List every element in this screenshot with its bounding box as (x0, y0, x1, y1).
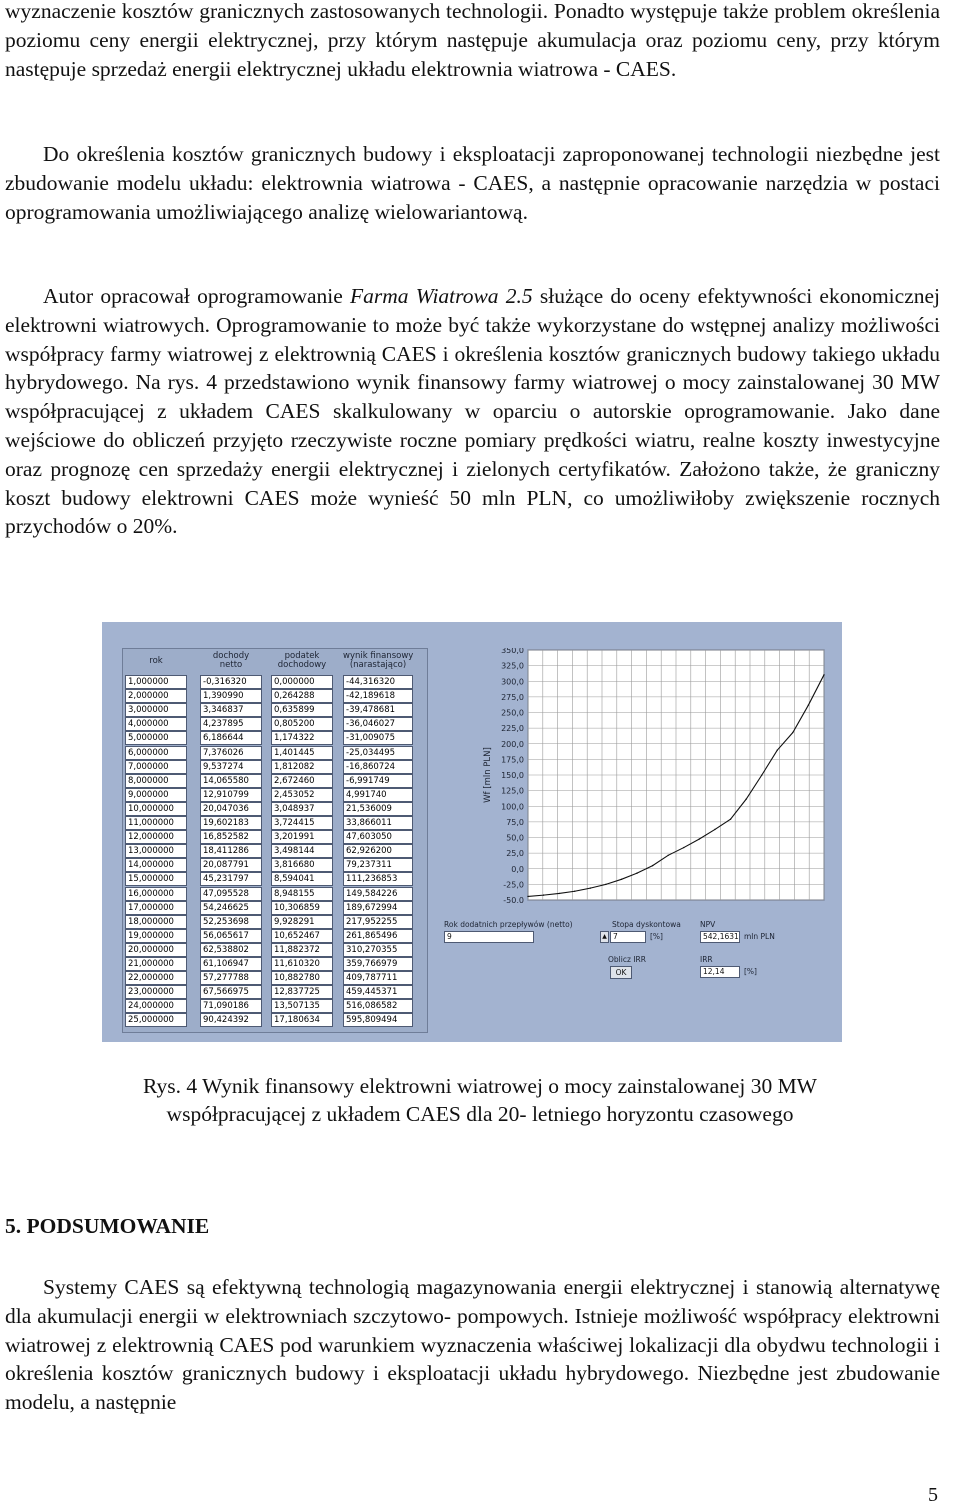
cell-income-tax[interactable]: 1,812082 (271, 760, 333, 774)
data-point (683, 847, 684, 848)
data-point (699, 838, 700, 839)
data-point (777, 749, 778, 750)
cell-year[interactable]: 25,000000 (125, 1013, 187, 1027)
y-tick-label: 150,0 (501, 771, 524, 780)
cell-net-income[interactable]: 3,346837 (200, 703, 262, 717)
figure-caption-line-2: współpracującej z układem CAES dla 20- letniego horyzontu czasowego (166, 1102, 794, 1126)
y-tick-label: 175,0 (501, 755, 524, 765)
y-tick-label: 200,0 (501, 739, 524, 749)
cell-year[interactable]: 22,000000 (125, 971, 187, 985)
cell-income-tax[interactable]: 10,882780 (271, 971, 333, 985)
irr-unit: [%] (744, 967, 757, 976)
cell-financial-result[interactable]: 516,086582 (343, 999, 413, 1013)
cell-financial-result[interactable]: 261,865496 (343, 929, 413, 943)
discount-rate-stepper[interactable]: ▲ (600, 931, 609, 943)
data-point (823, 674, 824, 675)
cell-financial-result[interactable]: 409,787711 (343, 971, 413, 985)
cell-income-tax[interactable]: 0,805200 (271, 717, 333, 731)
cell-net-income[interactable]: 16,852582 (200, 830, 262, 844)
cell-financial-result[interactable]: 595,809494 (343, 1013, 413, 1027)
y-tick-label: -25,0 (503, 880, 524, 890)
cell-net-income[interactable]: 90,424392 (200, 1013, 262, 1027)
cell-net-income[interactable]: -0,316320 (200, 675, 262, 689)
cell-year[interactable]: 23,000000 (125, 985, 187, 999)
financial-result-chart (432, 648, 827, 903)
cell-year[interactable]: 11,000000 (125, 816, 187, 830)
cell-net-income[interactable]: 19,602183 (200, 816, 262, 830)
calculate-irr-label: Oblicz IRR (608, 955, 646, 964)
irr-field: 12,14 (700, 966, 740, 978)
cell-year[interactable]: 12,000000 (125, 830, 187, 844)
positive-cashflow-year-label: Rok dodatnich przepływów (netto) (444, 920, 573, 929)
cell-income-tax[interactable]: 10,306859 (271, 901, 333, 915)
data-point (590, 887, 591, 888)
data-point (621, 879, 622, 880)
cell-year[interactable]: 18,000000 (125, 915, 187, 929)
figure-4-screenshot (102, 622, 842, 1042)
cell-financial-result[interactable]: -31,009075 (343, 731, 413, 745)
y-tick-label: 350,0 (501, 648, 524, 655)
y-tick-label: 75,0 (506, 817, 524, 827)
discount-rate-label: Stopa dyskontowa (612, 920, 681, 929)
col-header-net-income: dochody netto (212, 651, 250, 670)
cell-income-tax[interactable]: 3,201991 (271, 830, 333, 844)
cell-income-tax[interactable]: 8,594041 (271, 872, 333, 886)
cell-financial-result[interactable]: -6,991749 (343, 774, 413, 788)
cell-financial-result[interactable]: 33,866011 (343, 816, 413, 830)
cell-financial-result[interactable]: -25,034495 (343, 746, 413, 760)
cell-year[interactable]: 6,000000 (125, 746, 187, 760)
y-tick-label: 275,0 (501, 692, 524, 702)
cell-income-tax[interactable]: 2,672460 (271, 774, 333, 788)
paragraph-software-description (5, 282, 940, 541)
cell-income-tax[interactable]: 11,610320 (271, 957, 333, 971)
cell-net-income[interactable]: 1,390990 (200, 689, 262, 703)
paragraph-summary: Systemy CAES są efektywną technologią magazynowania energii elektrycznej i stanowią alternatywę dla akumulacji energii w elektrowniach szczytowo- pompowych. Istnieje możliwość współpracy elektrowni wiatrowej z elektrownią CAES pod warunkiem wyznaczenia właściwej lokalizacji dla obydwu technologii i określenia kosztów granicznych budowy i eksploatacji układu hybrydowego. Niezbędne jest zbudowanie modelu, a następnie (5, 1275, 940, 1415)
y-tick-label: 50,0 (506, 833, 524, 843)
y-tick-label: 325,0 (501, 661, 524, 671)
col-header-year: rok (149, 656, 163, 666)
cell-financial-result[interactable]: 217,952255 (343, 915, 413, 929)
cell-year[interactable]: 8,000000 (125, 774, 187, 788)
cell-financial-result[interactable]: 47,603050 (343, 830, 413, 844)
cell-financial-result[interactable]: 149,584226 (343, 887, 413, 901)
cell-net-income[interactable]: 54,246625 (200, 901, 262, 915)
cell-net-income[interactable]: 52,253698 (200, 915, 262, 929)
cell-financial-result[interactable]: 62,926200 (343, 844, 413, 858)
cell-income-tax[interactable]: 1,401445 (271, 746, 333, 760)
cell-financial-result[interactable]: 310,270355 (343, 943, 413, 957)
cell-net-income[interactable]: 7,376026 (200, 746, 262, 760)
paragraph-software-text-a: Autor opracował oprogramowanie (43, 284, 350, 308)
cell-year[interactable]: 3,000000 (125, 703, 187, 717)
cell-income-tax[interactable]: 0,000000 (271, 675, 333, 689)
cell-income-tax[interactable]: 2,453052 (271, 788, 333, 802)
cell-net-income[interactable]: 47,095528 (200, 887, 262, 901)
cell-financial-result[interactable]: 111,236853 (343, 872, 413, 886)
cell-income-tax[interactable]: 10,652467 (271, 929, 333, 943)
cell-net-income[interactable]: 45,231797 (200, 872, 262, 886)
page-number: 5 (928, 1484, 938, 1506)
chart-svg (432, 648, 827, 903)
data-point (558, 893, 559, 894)
cell-income-tax[interactable]: 3,724415 (271, 816, 333, 830)
cell-net-income[interactable]: 12,910799 (200, 788, 262, 802)
data-point (668, 855, 669, 856)
cell-year[interactable]: 21,000000 (125, 957, 187, 971)
cell-income-tax[interactable]: 0,635899 (271, 703, 333, 717)
cell-income-tax[interactable]: 12,837725 (271, 985, 333, 999)
cell-year[interactable]: 7,000000 (125, 760, 187, 774)
cell-financial-result[interactable]: 4,991740 (343, 788, 413, 802)
cell-financial-result[interactable]: -42,189618 (343, 689, 413, 703)
cell-net-income[interactable]: 4,237895 (200, 717, 262, 731)
cell-net-income[interactable]: 67,566975 (200, 985, 262, 999)
data-point (808, 704, 809, 705)
cell-net-income[interactable]: 71,090186 (200, 999, 262, 1013)
cell-financial-result[interactable]: -16,860724 (343, 760, 413, 774)
paragraph-intro-continuation: wyznaczenie kosztów granicznych zastosowanych technologii. Ponadto występuje także problem określenia poziomu ceny energii elektrycznej, przy którym następuje akumulacja oraz poziomu ceny, przy którym następuje sprzedaż energii elektrycznej układu elektrownia wiatrowa - CAES. (5, 0, 940, 81)
cell-year[interactable]: 4,000000 (125, 717, 187, 731)
y-axis-label: Wf [mln PLN] (483, 747, 493, 803)
cell-net-income[interactable]: 9,537274 (200, 760, 262, 774)
data-point (605, 884, 606, 885)
cell-income-tax[interactable]: 3,816680 (271, 858, 333, 872)
results-table (122, 648, 428, 1033)
cell-financial-result[interactable]: 189,672994 (343, 901, 413, 915)
positive-cashflow-year-field[interactable]: 9 (444, 931, 534, 943)
npv-label: NPV (700, 920, 716, 929)
col-header-income-tax: podatek dochodowy (277, 651, 327, 670)
y-tick-label: 125,0 (501, 786, 524, 796)
y-tick-label: 225,0 (501, 724, 524, 734)
cell-year[interactable]: 10,000000 (125, 802, 187, 816)
cell-income-tax[interactable]: 9,928291 (271, 915, 333, 929)
cell-financial-result[interactable]: 79,237311 (343, 858, 413, 872)
cell-income-tax[interactable]: 13,507135 (271, 999, 333, 1013)
cell-year[interactable]: 5,000000 (125, 731, 187, 745)
col-header-financial-result: wynik finansowy (narastająco) (343, 651, 414, 670)
cell-year[interactable]: 20,000000 (125, 943, 187, 957)
y-tick-label: 250,0 (501, 708, 524, 718)
cell-year[interactable]: 16,000000 (125, 887, 187, 901)
cell-income-tax[interactable]: 3,048937 (271, 802, 333, 816)
cell-financial-result[interactable]: -36,046027 (343, 717, 413, 731)
irr-label: IRR (700, 955, 713, 964)
discount-rate-field[interactable]: 7 (610, 931, 646, 943)
cell-year[interactable]: 9,000000 (125, 788, 187, 802)
figure-caption-line-1: Rys. 4 Wynik finansowy elektrowni wiatrowej o mocy zainstalowanej 30 MW (143, 1074, 817, 1098)
cell-year[interactable]: 19,000000 (125, 929, 187, 943)
data-point (745, 799, 746, 800)
cell-net-income[interactable]: 6,186644 (200, 731, 262, 745)
cell-year[interactable]: 14,000000 (125, 858, 187, 872)
y-tick-label: 300,0 (501, 677, 524, 687)
cell-net-income[interactable]: 57,277788 (200, 971, 262, 985)
cell-year[interactable]: 1,000000 (125, 675, 187, 689)
cell-year[interactable]: 15,000000 (125, 872, 187, 886)
cell-financial-result[interactable]: -44,316320 (343, 675, 413, 689)
cell-financial-result[interactable]: 21,536009 (343, 802, 413, 816)
paragraph-software-text-b: służące do oceny efektywności ekonomicznej elektrowni wiatrowych. Oprogramowanie to może być także wykorzystane do wstępnej analizy możliwości współpracy farmy wiatrowej z elektrownią CAES i określenia kosztów granicznych budowy takiego układu hybrydowego. Na rys. 4 przedstawiono wynik finansowy farmy wiatrowej o mocy zainstalowanej 30 MW współpracującej z układem CAES skalkulowany w oparciu o autorskie oprogramowanie. Jako dane wejściowe do obliczeń przyjęto rzeczywiste roczne pomiary prędkości wiatru, realne koszty inwestycyjne oraz prognozę cen sprzedaży energii elektrycznej i zielonych certyfikatów. Założono także, że graniczny koszt budowy elektrowni CAES może wynieść 50 mln PLN, co umożliwiłoby zwiększenie rocznych przychodów o 20%. (5, 284, 941, 539)
data-point (714, 829, 715, 830)
data-point (652, 865, 653, 866)
discount-rate-unit: [%] (650, 932, 663, 941)
data-point (792, 732, 793, 733)
cell-year[interactable]: 17,000000 (125, 901, 187, 915)
cell-year[interactable]: 2,000000 (125, 689, 187, 703)
data-point (636, 872, 637, 873)
cell-income-tax[interactable]: 11,882372 (271, 943, 333, 957)
cell-income-tax[interactable]: 17,180634 (271, 1013, 333, 1027)
cell-net-income[interactable]: 14,065580 (200, 774, 262, 788)
cell-income-tax[interactable]: 1,174322 (271, 731, 333, 745)
cell-net-income[interactable]: 61,106947 (200, 957, 262, 971)
npv-unit: mln PLN (744, 932, 775, 941)
cell-year[interactable]: 13,000000 (125, 844, 187, 858)
y-tick-label: -50,0 (503, 896, 524, 903)
data-point (574, 891, 575, 892)
paragraph-model-requirement: Do określenia kosztów granicznych budowy i eksploatacji zaproponowanej technologii niezbędne jest zbudowanie modelu układu: elektrownia wiatrowa - CAES, a następnie opracowanie narzędzia w postaci oprogramowania umożliwiającego analizę wielowariantową. (5, 142, 940, 224)
npv-field: 542,1631 (700, 931, 740, 943)
data-point (730, 819, 731, 820)
cell-net-income[interactable]: 18,411286 (200, 844, 262, 858)
cell-net-income[interactable]: 62,538802 (200, 943, 262, 957)
cell-income-tax[interactable]: 3,498144 (271, 844, 333, 858)
y-tick-label: 0,0 (511, 864, 524, 874)
cell-net-income[interactable]: 56,065617 (200, 929, 262, 943)
ok-button[interactable]: OK (610, 966, 632, 979)
y-tick-label: 100,0 (501, 802, 524, 812)
section-heading-summary: 5. PODSUMOWANIE (5, 1214, 210, 1238)
cell-financial-result[interactable]: 459,445371 (343, 985, 413, 999)
cell-income-tax[interactable]: 8,948155 (271, 887, 333, 901)
data-point (527, 896, 528, 897)
cell-net-income[interactable]: 20,047036 (200, 802, 262, 816)
data-point (543, 894, 544, 895)
cell-net-income[interactable]: 20,087791 (200, 858, 262, 872)
cell-financial-result[interactable]: -39,478681 (343, 703, 413, 717)
cell-financial-result[interactable]: 359,766979 (343, 957, 413, 971)
cell-income-tax[interactable]: 0,264288 (271, 689, 333, 703)
data-point (761, 775, 762, 776)
y-tick-label: 25,0 (506, 849, 524, 859)
cell-year[interactable]: 24,000000 (125, 999, 187, 1013)
software-name: Farma Wiatrowa 2.5 (350, 284, 533, 308)
